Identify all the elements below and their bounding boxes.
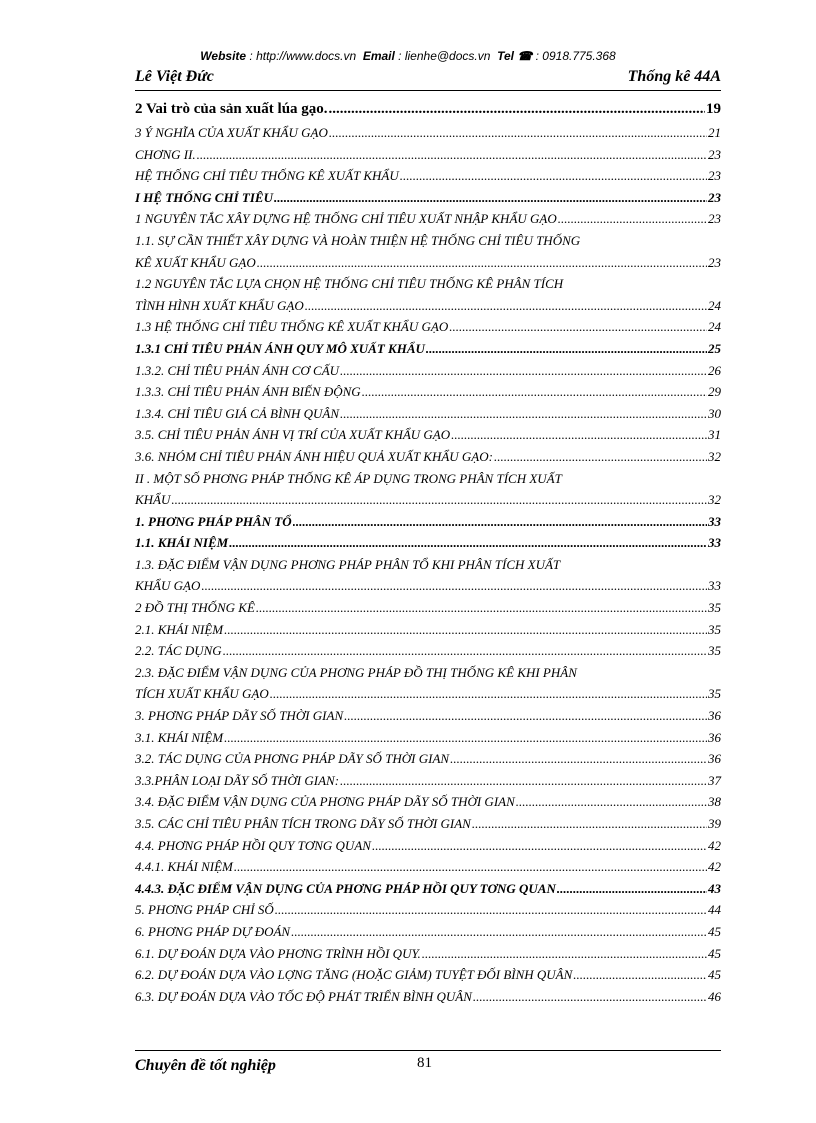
toc-entry-title: 3 Ý NGHĨA CỦA XUẤT KHẨU GẠO: [135, 125, 328, 140]
toc-entry-title: 3.4. ĐẶC ĐIỂM VẬN DỤNG CỦA PHƠNG PHÁP DÃY SỐ THỜI GIAN: [135, 794, 515, 810]
toc-entry-page: 23: [708, 254, 721, 270]
tel-label: Tel: [497, 49, 514, 63]
dot-leader: [494, 446, 707, 468]
toc-entry-title: 1.1. KHÁI NIỆM: [135, 535, 229, 551]
dot-leader: [291, 921, 707, 943]
website-url: : http://www.docs.vn: [249, 49, 357, 63]
toc-entry-page: 37: [708, 772, 721, 788]
dot-leader: [275, 899, 707, 921]
toc-entry-title: I HỆ THỐNG CHỈ TIÊU: [135, 189, 273, 205]
toc-entry-title: HỆ THỐNG CHỈ TIÊU THỐNG KÊ XUẤT KHẨU: [135, 168, 399, 184]
dot-leader: [257, 252, 707, 274]
toc-entry-title: KÊ XUẤT KHẨU GẠO: [135, 254, 256, 270]
toc-entry-title: 1.3.4. CHỈ TIÊU GIÁ CẢ BÌNH QUÂN: [135, 405, 340, 421]
toc-entry-page: 36: [708, 708, 721, 724]
toc-entry-title: 3.2. TÁC DỤNG CỦA PHƠNG PHÁP DÃY SỐ THỜI GIAN: [135, 751, 450, 767]
email-value: : lienhe@docs.vn: [398, 49, 491, 63]
toc-entry-title: 3.5. CHỈ TIÊU PHẢN ÁNH VỊ TRÍ CỦA XUẤT KHẨU GẠO: [135, 427, 451, 443]
toc-entry-page: 35: [708, 600, 721, 616]
toc-entry-page: 29: [708, 384, 721, 400]
toc-entry-page: 38: [708, 794, 721, 810]
dot-leader: [450, 748, 707, 770]
toc-entry-page: 35: [708, 621, 721, 637]
toc-entry-page: 43: [708, 880, 721, 896]
toc-entry-page: 32: [708, 448, 721, 464]
toc-entry[interactable]: [135, 532, 721, 554]
toc-entry[interactable]: [135, 748, 721, 770]
toc-entry-title: 1.3.2. CHỈ TIÊU PHẢN ÁNH CƠ CẤU: [135, 362, 340, 378]
toc-entry[interactable]: [135, 381, 721, 403]
toc-entry-title: 2.2. TÁC DỤNG: [135, 643, 222, 659]
toc-entry-page: 45: [708, 967, 721, 983]
toc-entry-page: 26: [708, 362, 721, 378]
toc-entry-title-line1: 2.3. ĐẶC ĐIỂM VẬN DỤNG CỦA PHƠNG PHÁP ĐỒ THỊ THỐNG KÊ KHI PHÂN: [135, 664, 577, 680]
toc-entry[interactable]: [135, 424, 721, 446]
page-footer: [135, 1050, 721, 1081]
toc-entry[interactable]: [135, 943, 721, 965]
class-name: Thống kê 44A: [627, 68, 721, 85]
dot-leader: [372, 835, 707, 857]
toc-entry[interactable]: [135, 662, 721, 705]
dot-leader: [224, 727, 707, 749]
toc-entry-title: 3. PHƠNG PHÁP DÃY SỐ THỜI GIAN: [135, 708, 344, 724]
toc-entry-title-line1: 1.3. ĐẶC ĐIỂM VẬN DỤNG PHƠNG PHÁP PHÂN TỔ KHI PHÂN TÍCH XUẤT: [135, 556, 561, 572]
toc-entry[interactable]: [135, 187, 721, 209]
dot-leader: [229, 532, 707, 554]
author-name: Lê Việt Đức: [135, 68, 214, 85]
toc-entry[interactable]: [135, 791, 721, 813]
dot-leader: [223, 640, 707, 662]
toc-entry[interactable]: [135, 554, 721, 597]
toc-entry-title: TÌNH HÌNH XUẤT KHẨU GẠO: [135, 297, 304, 313]
toc-entry-title: 3.6. NHÓM CHỈ TIÊU PHẢN ÁNH HIỆU QUẢ XUẤT KHẨU GẠO:: [135, 448, 493, 464]
toc-entry-page: 33: [708, 513, 721, 529]
website-label: Website: [200, 49, 247, 63]
toc-entry-title: 1 NGUYÊN TẮC XÂY DỰNG HỆ THỐNG CHỈ TIÊU XUẤT NHẬP KHẨU GẠO: [135, 211, 557, 227]
toc-entry-title-line1: 1.1. SỰ CẦN THIẾT XÂY DỰNG VÀ HOÀN THIỆN HỆ THỐNG CHỈ TIÊU THỐNG: [135, 232, 581, 248]
dot-leader: [449, 316, 707, 338]
toc-entry-title: CHƠNG II.: [135, 146, 196, 162]
toc-entry-title: 1.3.3. CHỈ TIÊU PHẢN ÁNH BIẾN ĐỘNG: [135, 384, 361, 400]
dot-leader: [362, 381, 707, 403]
toc-entry-page: 46: [708, 988, 721, 1004]
toc-entry-page: 45: [708, 945, 721, 961]
table-of-contents: [135, 96, 721, 1007]
dot-leader: [516, 791, 707, 813]
dot-leader: [270, 683, 707, 705]
toc-entry-page: 42: [708, 859, 721, 875]
website-bar: [0, 49, 816, 63]
tel-value: : 0918.775.368: [535, 49, 616, 63]
dot-leader: [256, 597, 707, 619]
toc-entry[interactable]: [135, 208, 721, 230]
dot-leader: [400, 165, 707, 187]
toc-entry[interactable]: [135, 273, 721, 316]
toc-entry-title-line1: 1.2 NGUYÊN TẮC LỰA CHỌN HỆ THỐNG CHỈ TIÊU THỐNG KÊ PHÂN TÍCH: [135, 276, 564, 292]
toc-entry-title: 3.1. KHÁI NIỆM: [135, 729, 224, 745]
dot-leader: [197, 144, 707, 166]
dot-leader: [171, 489, 707, 511]
toc-entry-title: 1. PHƠNG PHÁP PHÂN TỔ: [135, 513, 292, 529]
toc-entry-title: 6. PHƠNG PHÁP DỰ ĐOÁN: [135, 923, 291, 939]
toc-entry-title: 6.1. DỰ ĐOÁN DỰA VÀO PHƠNG TRÌNH HỒI QUY.: [135, 945, 421, 961]
toc-entry[interactable]: [135, 770, 721, 792]
toc-entry-page: 23: [708, 211, 721, 227]
toc-entry-title: 3.3.PHÂN LOẠI DÃY SỐ THỜI GIAN:: [135, 772, 340, 788]
toc-entry[interactable]: [135, 403, 721, 425]
page-header: [135, 66, 721, 91]
toc-entry[interactable]: [135, 640, 721, 662]
toc-entry-page: 35: [708, 643, 721, 659]
dot-leader: [340, 360, 707, 382]
toc-entry-page: 24: [708, 319, 721, 335]
toc-entry[interactable]: [135, 511, 721, 533]
dot-leader: [426, 338, 707, 360]
phone-icon: ☎: [517, 49, 533, 63]
toc-entry[interactable]: [135, 856, 721, 878]
toc-entry-page: 23: [708, 146, 721, 162]
toc-entry-page: 23: [708, 168, 721, 184]
toc-entry[interactable]: [135, 468, 721, 511]
toc-entry[interactable]: [135, 165, 721, 187]
toc-entry-page: 32: [708, 492, 721, 508]
dot-leader: [329, 122, 707, 144]
toc-entry[interactable]: [135, 144, 721, 166]
toc-entry[interactable]: [135, 727, 721, 749]
dot-leader: [451, 424, 707, 446]
toc-entry-title: TÍCH XUẤT KHẨU GẠO: [135, 686, 269, 702]
toc-entry[interactable]: [135, 921, 721, 943]
dot-leader: [293, 511, 707, 533]
toc-entry-title: 4.4.3. ĐẶC ĐIỂM VẬN DỤNG CỦA PHƠNG PHÁP HỒI QUY TƠNG QUAN: [135, 880, 556, 896]
toc-entry-page: 35: [708, 686, 721, 702]
dot-leader: [558, 208, 707, 230]
toc-entry[interactable]: [135, 122, 721, 144]
toc-entry[interactable]: [135, 316, 721, 338]
toc-entry-title: KHẨU GẠO: [135, 578, 201, 594]
dot-leader: [305, 295, 707, 317]
dot-leader: [224, 619, 707, 641]
toc-entry-title: 4.4.1. KHÁI NIỆM: [135, 859, 233, 875]
toc-entry[interactable]: [135, 835, 721, 857]
toc-entry-page: 24: [708, 297, 721, 313]
toc-entry[interactable]: [135, 878, 721, 900]
dot-leader: [340, 403, 707, 425]
dot-leader: [472, 813, 707, 835]
dot-leader: [573, 964, 707, 986]
dot-leader: [274, 187, 707, 209]
toc-entry[interactable]: [135, 813, 721, 835]
toc-entry-title: 6.3. DỰ ĐOÁN DỰA VÀO TỐC ĐỘ PHÁT TRIỂN BÌNH QUÂN: [135, 988, 472, 1004]
toc-entry[interactable]: [135, 619, 721, 641]
toc-entry[interactable]: [135, 964, 721, 986]
footer-title: Chuyên đề tốt nghiệp: [135, 1057, 276, 1074]
toc-entry-page: 39: [708, 816, 721, 831]
toc-entry-title: 4.4. PHƠNG PHÁP HỒI QUY TƠNG QUAN: [135, 837, 371, 853]
toc-entry-title: 1.3.1 CHỈ TIÊU PHẢN ÁNH QUY MÔ XUẤT KHẨU: [135, 340, 425, 356]
dot-leader: [473, 986, 707, 1008]
toc-entry-page: 23: [708, 189, 721, 205]
toc-entry[interactable]: [135, 705, 721, 727]
toc-entry-page: 36: [708, 729, 721, 745]
toc-entry-page: 33: [708, 578, 721, 594]
toc-entry[interactable]: [135, 986, 721, 1008]
toc-entry-page: 21: [708, 125, 721, 140]
email-label: Email: [362, 49, 395, 63]
dot-leader: [340, 770, 707, 792]
toc-entry-page: 25: [708, 340, 721, 356]
dot-leader: [557, 878, 707, 900]
toc-entry-page: 19: [706, 101, 721, 117]
toc-entry-page: 36: [708, 751, 721, 767]
toc-entry[interactable]: [135, 899, 721, 921]
toc-entry-title: 5. PHƠNG PHÁP CHỈ SỐ: [135, 902, 274, 918]
toc-entry-title: 1.3 HỆ THỐNG CHỈ TIÊU THỐNG KÊ XUẤT KHẨU GẠO: [135, 319, 449, 335]
toc-entry-title: 3.5. CÁC CHỈ TIÊU PHÂN TÍCH TRONG DÃY SỐ THỜI GIAN: [135, 816, 471, 831]
dot-leader: [201, 575, 707, 597]
page-number: 81: [417, 1055, 432, 1071]
toc-entry-page: 44: [708, 902, 721, 918]
toc-entry-title: 2 Vai trò của sản xuất lúa gạo.: [135, 101, 328, 117]
toc-entry-title: 2 ĐỒ THỊ THỐNG KÊ: [135, 600, 255, 616]
dot-leader: [329, 96, 705, 122]
toc-entry[interactable]: [135, 597, 721, 619]
toc-entry-title-line1: II . MỘT SỐ PHƠNG PHÁP THỐNG KÊ ÁP DỤNG TRONG PHÂN TÍCH XUẤT: [135, 470, 562, 486]
toc-entry-page: 33: [708, 535, 721, 551]
dot-leader: [234, 856, 707, 878]
toc-entry-title: KHẨU: [135, 492, 171, 508]
toc-entry-page: 30: [708, 405, 721, 421]
toc-entry[interactable]: [135, 230, 721, 273]
toc-entry-title: 2.1. KHÁI NIỆM: [135, 621, 224, 637]
toc-entry[interactable]: [135, 446, 721, 468]
toc-entry-page: 31: [708, 427, 721, 443]
toc-entry[interactable]: [135, 338, 721, 360]
dot-leader: [344, 705, 707, 727]
toc-entry-page: 45: [708, 923, 721, 939]
dot-leader: [422, 943, 707, 965]
toc-entry[interactable]: [135, 96, 721, 122]
toc-entry-page: 42: [708, 837, 721, 853]
toc-entry-title: 6.2. DỰ ĐOÁN DỰA VÀO LỢNG TĂNG (HOẶC GIẢM) TUYỆT ĐỐI BÌNH QUÂN: [135, 967, 573, 983]
toc-entry[interactable]: [135, 360, 721, 382]
